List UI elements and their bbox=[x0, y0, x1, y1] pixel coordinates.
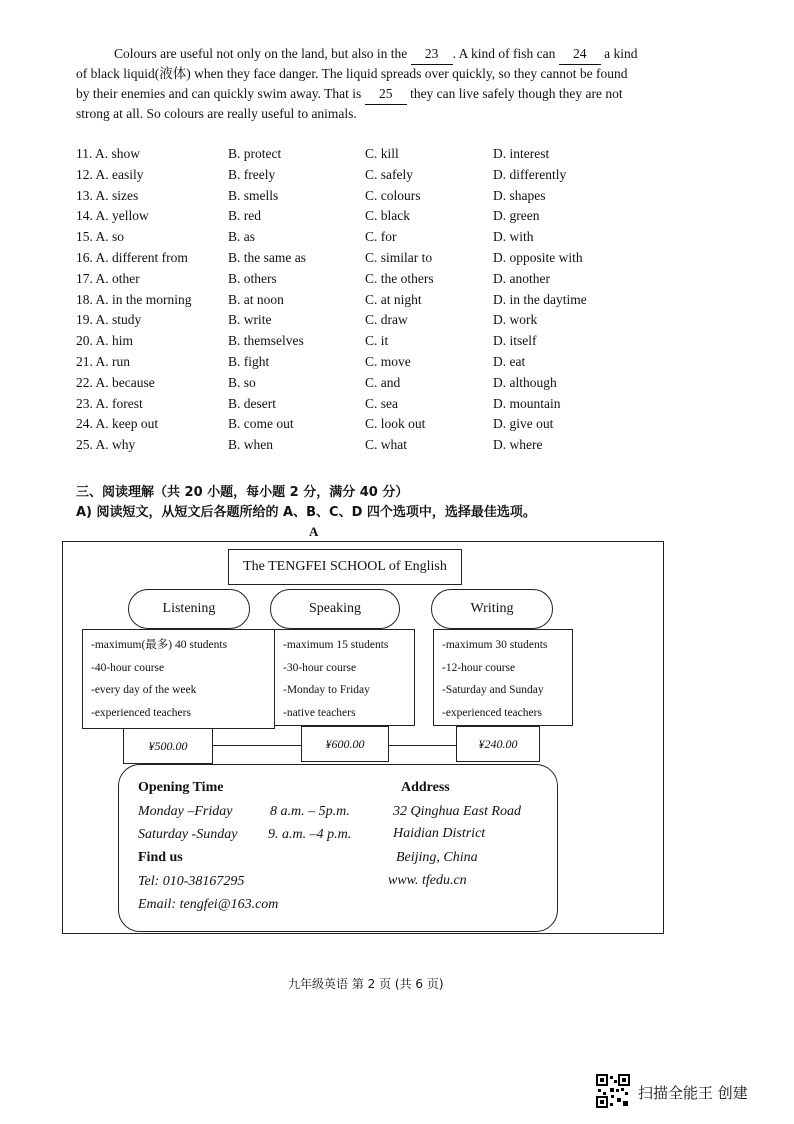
option-a: 12. A. easily bbox=[76, 166, 144, 182]
address-line-2: Haidian District bbox=[393, 826, 486, 841]
page-footer: 九年级英语 第 2 页 (共 6 页) bbox=[288, 977, 444, 991]
connector-line bbox=[387, 745, 456, 746]
option-b: B. smells bbox=[228, 187, 279, 203]
option-a: 24. A. keep out bbox=[76, 416, 159, 432]
section-instruction: A) 阅读短文，从短文后各题所给的 A、B、C、D 四个选项中，选择最佳选项。 bbox=[76, 505, 536, 520]
option-d: D. differently bbox=[493, 166, 567, 182]
school-title: The TENGFEI SCHOOL of English bbox=[228, 549, 462, 585]
blank-25: 25 bbox=[365, 84, 407, 105]
option-c: C. colours bbox=[365, 187, 421, 203]
option-c: C. the others bbox=[365, 270, 434, 286]
option-a: 23. A. forest bbox=[76, 395, 143, 411]
option-d: D. eat bbox=[493, 353, 526, 369]
detail-line: -maximum 30 students bbox=[442, 639, 548, 651]
option-d: D. opposite with bbox=[493, 249, 583, 265]
detail-line: -40-hour course bbox=[91, 661, 165, 674]
option-c: C. move bbox=[365, 353, 411, 369]
passage-text: by their enemies and can quickly swim away. That is bbox=[76, 86, 362, 101]
option-a: 17. A. other bbox=[76, 270, 140, 286]
option-b: B. come out bbox=[228, 416, 294, 432]
option-b: B. write bbox=[228, 312, 272, 328]
find-us-heading: Find us bbox=[138, 850, 183, 865]
detail-line: -12-hour course bbox=[442, 661, 516, 674]
option-a: 22. A. because bbox=[76, 374, 155, 390]
option-d: D. green bbox=[493, 208, 540, 224]
option-a: 18. A. in the morning bbox=[76, 291, 192, 307]
option-b: B. the same as bbox=[228, 249, 306, 265]
passage-text: they can live safely though they are not bbox=[410, 86, 623, 101]
option-a: 20. A. him bbox=[76, 333, 134, 349]
course-speaking: Speaking bbox=[270, 589, 400, 629]
passage-line-1 bbox=[76, 44, 676, 65]
option-a: 15. A. so bbox=[76, 229, 125, 245]
option-a: 19. A. study bbox=[76, 312, 142, 328]
detail-line: -30-hour course bbox=[283, 661, 357, 674]
option-c: C. kill bbox=[365, 146, 399, 161]
listening-details bbox=[82, 629, 275, 729]
option-b: B. themselves bbox=[228, 333, 304, 349]
weekday-hours: 8 a.m. – 5p.m. bbox=[270, 804, 350, 819]
option-a: 16. A. different from bbox=[76, 249, 188, 265]
option-c: C. safely bbox=[365, 166, 413, 182]
blank-23: 23 bbox=[411, 44, 453, 65]
option-d: D. interest bbox=[493, 146, 550, 161]
detail-line: -every day of the week bbox=[91, 684, 197, 696]
option-c: C. it bbox=[365, 333, 389, 349]
option-d: D. in the daytime bbox=[493, 291, 587, 307]
option-c: C. what bbox=[365, 437, 407, 453]
address-line-3: Beijing, China bbox=[396, 850, 478, 865]
option-b: B. others bbox=[228, 270, 277, 286]
scanner-watermark: 扫描全能王 创建 bbox=[638, 1084, 748, 1102]
writing-details bbox=[433, 629, 573, 726]
option-c: C. at night bbox=[365, 291, 422, 307]
option-c: C. sea bbox=[365, 395, 398, 411]
address-heading: Address bbox=[401, 780, 450, 795]
option-b: B. protect bbox=[228, 146, 282, 161]
option-c: C. and bbox=[365, 374, 401, 390]
detail-line: -maximum 15 students bbox=[283, 639, 389, 651]
option-a: 21. A. run bbox=[76, 353, 130, 369]
option-a: 11. A. show bbox=[76, 146, 141, 161]
option-b: B. as bbox=[228, 229, 255, 245]
option-b: B. fight bbox=[228, 353, 270, 369]
option-b: B. so bbox=[228, 374, 256, 390]
speaking-details bbox=[274, 629, 415, 726]
tel: Tel: 010-38167295 bbox=[138, 874, 245, 889]
weekday-label: Monday –Friday bbox=[138, 804, 233, 819]
option-c: C. black bbox=[365, 208, 410, 224]
course-listening: Listening bbox=[128, 589, 250, 629]
detail-line: -Saturday and Sunday bbox=[442, 684, 544, 696]
option-b: B. at noon bbox=[228, 291, 284, 307]
option-b: B. red bbox=[228, 208, 261, 224]
detail-line: -Monday to Friday bbox=[283, 684, 370, 696]
option-c: C. draw bbox=[365, 312, 408, 328]
passage-text: Colours are useful not only on the land, but also in the bbox=[114, 46, 408, 61]
option-c: C. look out bbox=[365, 416, 426, 432]
speaking-price: ¥600.00 bbox=[301, 726, 389, 762]
option-d: D. work bbox=[493, 312, 538, 328]
opening-time-heading: Opening Time bbox=[138, 780, 224, 795]
detail-line: -maximum(最多) 40 students bbox=[91, 639, 228, 651]
qr-code-icon bbox=[596, 1074, 630, 1108]
option-a: 14. A. yellow bbox=[76, 208, 149, 224]
course-writing: Writing bbox=[431, 589, 553, 629]
detail-line: -native teachers bbox=[283, 706, 356, 719]
passage-line-3 bbox=[76, 84, 676, 105]
address-line-1: 32 Qinghua East Road bbox=[393, 804, 521, 819]
option-b: B. freely bbox=[228, 166, 276, 182]
weekend-hours: 9. a.m. –4 p.m. bbox=[268, 827, 352, 842]
writing-price: ¥240.00 bbox=[456, 726, 540, 762]
option-d: D. with bbox=[493, 229, 534, 245]
passage-letter: A bbox=[309, 524, 319, 539]
listening-price: ¥500.00 bbox=[123, 728, 213, 764]
passage-line-4: strong at all. So colours are really useful to animals. bbox=[76, 106, 357, 121]
weekend-label: Saturday -Sunday bbox=[138, 827, 238, 842]
option-d: D. mountain bbox=[493, 395, 561, 411]
option-b: B. when bbox=[228, 437, 273, 453]
option-d: D. another bbox=[493, 270, 550, 286]
passage-line-2: of black liquid(液体) when they face danger. The liquid spreads over quickly, so they cannot be found bbox=[76, 66, 628, 81]
section-heading: 三、阅读理解（共 20 小题，每小题 2 分，满分 40 分） bbox=[76, 485, 409, 500]
website: www. tfedu.cn bbox=[388, 873, 467, 888]
option-d: D. itself bbox=[493, 333, 537, 349]
detail-line: -experienced teachers bbox=[442, 706, 542, 719]
option-d: D. although bbox=[493, 374, 557, 390]
email: Email: tengfei@163.com bbox=[138, 897, 279, 912]
option-a: 25. A. why bbox=[76, 437, 136, 453]
blank-24: 24 bbox=[559, 44, 601, 65]
option-d: D. where bbox=[493, 437, 543, 453]
option-c: C. similar to bbox=[365, 249, 433, 265]
detail-line: -experienced teachers bbox=[91, 706, 191, 719]
option-d: D. give out bbox=[493, 416, 554, 432]
option-b: B. desert bbox=[228, 395, 276, 411]
option-d: D. shapes bbox=[493, 187, 546, 203]
connector-line bbox=[211, 745, 301, 746]
option-a: 13. A. sizes bbox=[76, 187, 139, 203]
option-c: C. for bbox=[365, 229, 397, 245]
passage-text: a kind bbox=[604, 46, 638, 61]
passage-text: . A kind of fish can bbox=[452, 46, 556, 61]
